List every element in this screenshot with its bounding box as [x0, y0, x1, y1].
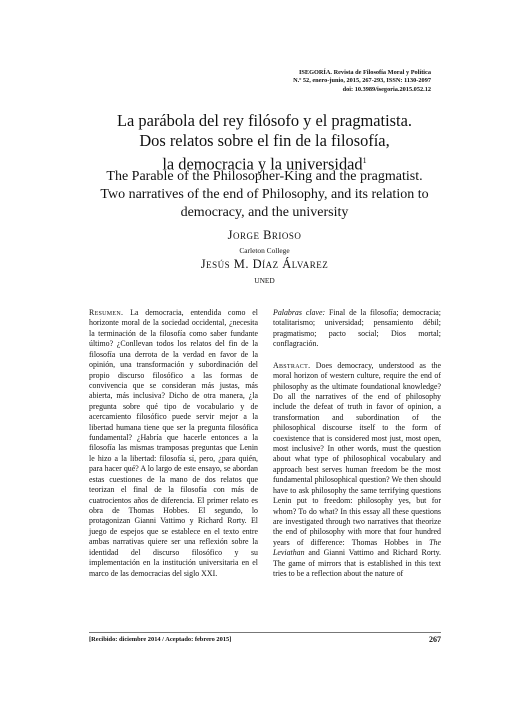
- title-en-line-3: democracy, and the university: [180, 205, 349, 220]
- page-number: 267: [429, 635, 441, 644]
- journal-issue: N.º 52, enero-junio, 2015, 267-293, ISSN: 1130-2097: [293, 77, 431, 85]
- abstract-label: Abstract.: [273, 360, 311, 370]
- received-accepted-dates: [Recibido: diciembre 2014 / Aceptado: febrero 2015]: [89, 636, 232, 643]
- author-affiliation-2: UNED: [254, 276, 275, 285]
- right-column: [273, 308, 441, 580]
- abstract-paragraph: [273, 361, 441, 580]
- abstract-text-1: Does democracy, understood as the moral horizon of western culture, require the end of philosophy as the ultimate foundational knowledge? Do all the narratives of the end of philosophy include the defeat of truth in favor of opinion, a transformation and subordination of the philosophical discourse itself to the form of coexistence that is considered most just, most open, most inclusive? In other words, must the question about what type of philosophical vocabulary and approach best serves human freedom be the most fundamental philosophical question? We then should have to ask philosophy the same terrifying questions Lenin put to freedom: philosophy yes, but for whom? To do what? In this essay all these questions are investigated through two narratives that theorize the end of philosophy with more that four hundred years of difference: Thomas Hobbes in: [273, 360, 441, 547]
- title-es-line-1: La parábola del rey filósofo y el pragmatista.: [117, 111, 412, 130]
- title-spanish: [88, 111, 441, 174]
- resumen-label: Resumen.: [89, 308, 124, 317]
- resumen-text: La democracia, entendida como el horizonte moral de la sociedad occidental, ¿necesita la terminación de la filosofía como saber fundante último? ¿Conllevan todos los relatos del fin de la filosofía una derrota de la verdad en favor de la opinión, una transformación y subordinación del propio discurso filosófico a las formas de convivencia que se consideran más justas, más abierta, más inclusiva? Dicho de otra manera, ¿la pregunta sobre qué tipo de vocabulario y de acercamiento filosófico puede servir mejor a la libertad humana tiene que ser la pregunta filosófica fundamental? ¿Habría que hacerle entonces a la filosofía las mismas tramposas preguntas que Lenin le hizo a la libertad: filosofía sí, pero, ¿para quién, para hacer qué? A lo largo de este ensayo, se abordan estas cuestiones de la mano de dos relatos que teorizan el final de la filosofía con más de cuatrocientos años de diferencia. El primer relato es obra de Thomas Hobbes. El segundo, lo protagonizan Gianni Vattimo y Richard Rorty. El juego de espejos que se establece en el texto entre ambas narrativas quiere ser una reflexión sobre la identidad del discurso filosófico y su implementación en la institución universitaria en el marco de las democracias del siglo XXI.: [89, 308, 258, 578]
- title-es-line-2: Dos relatos sobre el fin de la filosofía,: [139, 131, 390, 150]
- title-es-line-3-text: la democracia y la universidad: [162, 154, 363, 174]
- author-affiliation-1: Carleton College: [239, 246, 290, 255]
- title-english: [88, 168, 441, 222]
- author-name-2: Jesús M. Díaz Álvarez: [200, 257, 329, 271]
- journal-title: ISEGORÍA. Revista de Filosofía Moral y Política: [298, 69, 431, 76]
- journal-header: [211, 69, 431, 94]
- journal-doi: doi: 10.3989/isegoria.2015.052.12: [342, 85, 431, 93]
- keywords-paragraph: [273, 308, 441, 350]
- keywords-text: Final de la filosofía; democracia; totalitarismo; universidad; pensamiento débil; pragmatismo; pacto social; Dios mortal; conflagración.: [273, 308, 441, 349]
- keywords-label: Palabras clave:: [273, 308, 326, 317]
- resumen-paragraph: [89, 308, 258, 579]
- title-en-line-2: Two narratives of the end of Philosophy, and its relation to: [100, 187, 429, 202]
- abstract-italic-title: The Leviathan: [273, 537, 441, 558]
- author-name-1: Jorge Brioso: [227, 228, 302, 242]
- title-en-line-1: The Parable of the Philosopher-King and the pragmatist.: [106, 169, 423, 184]
- footer-rule: [89, 632, 441, 633]
- left-column: [89, 308, 258, 579]
- abstract-text-2: and Gianni Vattimo and Richard Rorty. The game of mirrors that is established in this text tries to be a reflection about the nature of: [273, 548, 441, 579]
- footnote-mark[interactable]: 1: [362, 156, 367, 165]
